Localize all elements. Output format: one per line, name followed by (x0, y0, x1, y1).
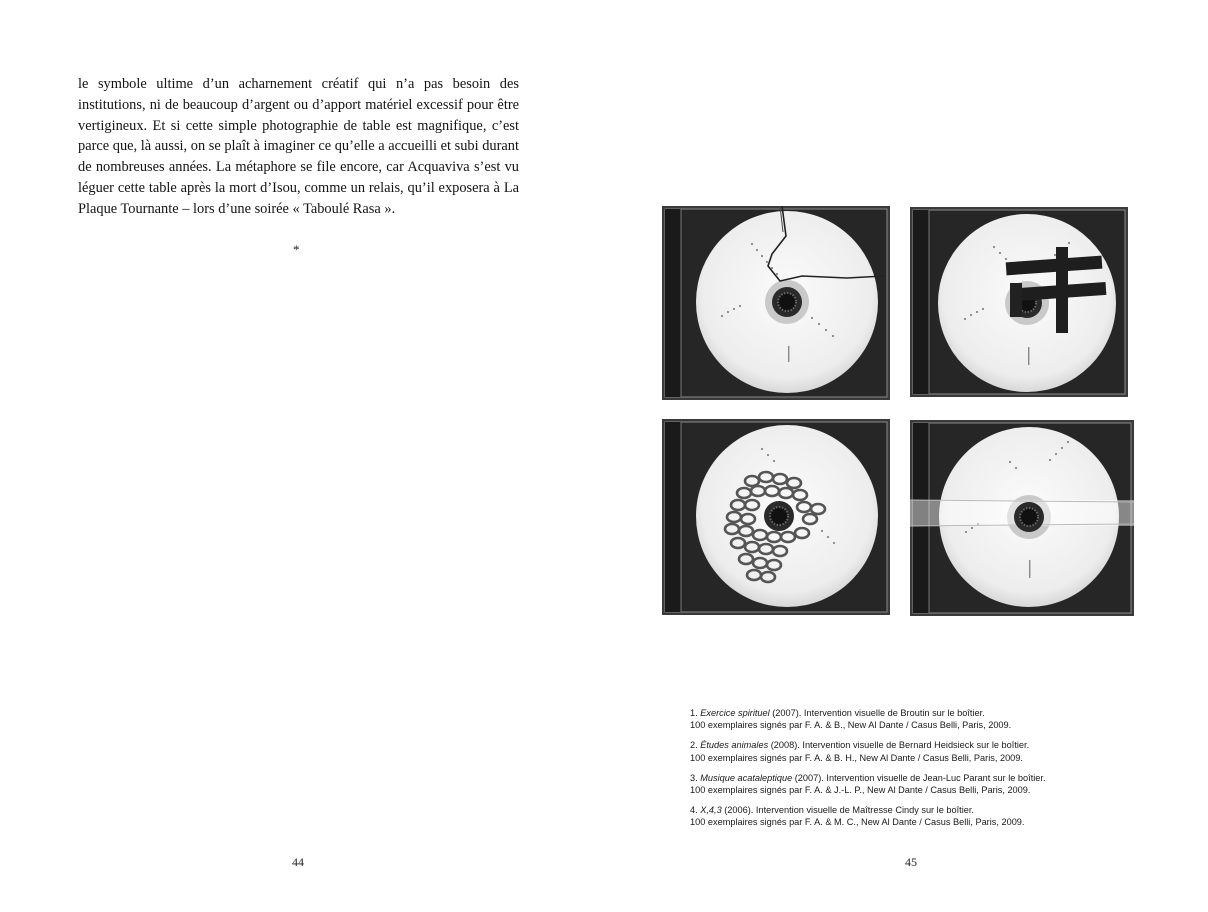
caption-title: Études animales (700, 740, 769, 751)
caption-title: Exercice spirituel (700, 708, 770, 718)
caption-edition: 100 exemplaires signés par F. A. & M. C., New Al Dante / Casus Belli, Paris, 2009. (690, 817, 1025, 828)
section-separator: * (293, 242, 300, 257)
photo-cd-case-black-tape-bars (910, 207, 1128, 397)
caption-2 (690, 739, 1160, 764)
caption-edition: 100 exemplaires signés par F. A. & B., New Al Dante / Casus Belli, Paris, 2009. (690, 720, 1012, 731)
right-page (604, 0, 1208, 912)
photo-cd-case-wire (662, 206, 890, 400)
caption-number: 3. (690, 772, 698, 783)
caption-text: (2007). Intervention visuelle de Broutin sur le boîtier. (769, 708, 985, 718)
caption-1 (690, 707, 1160, 732)
photo-captions (690, 707, 1160, 836)
caption-text: (2006). Intervention visuelle de Maîtresse Cindy sur le boîtier. (721, 804, 974, 815)
caption-title: Musique acataleptique (700, 772, 793, 783)
caption-text: (2008). Intervention visuelle de Bernard Heidsieck sur le boîtier. (768, 740, 1030, 751)
page-number-right: 45 (905, 855, 917, 869)
caption-3 (690, 772, 1160, 797)
caption-number: 4. (690, 804, 698, 815)
photo-cd-case-clear-tape (910, 420, 1134, 616)
caption-number: 1. (690, 708, 698, 718)
caption-edition: 100 exemplaires signés par F. A. & J.-L. P., New Al Dante / Casus Belli, Paris, 2009. (690, 785, 1031, 796)
caption-4 (690, 804, 1160, 829)
photo-cd-case-chainmail (662, 419, 890, 615)
caption-number: 2. (690, 740, 698, 751)
body-paragraph: le symbole ultime d’un acharnement créatif qui n’a pas besoin des institutions, ni de beaucoup d’argent ou d’apport matériel excessif pour être vertigineux. Et si cette simple photographie de table est magnifique, c’est parce que, là aussi, on se plaît à imaginer ce qu’elle a accueilli et subi durant de nombreuses années. La métaphore se file encore, car Acquaviva s’est vu léguer cette table après la mort d’Isou, comme un relais, qu’il exposera à La Plaque Tournante – lors d’une soirée « Taboulé Rasa ». (78, 76, 519, 217)
caption-edition: 100 exemplaires signés par F. A. & B. H., New Al Dante / Casus Belli, Paris, 2009. (690, 752, 1023, 763)
caption-text: (2007). Intervention visuelle de Jean-Luc Parant sur le boîtier. (792, 772, 1046, 783)
caption-title: X,4,3 (700, 804, 722, 815)
page-number-left: 44 (292, 855, 304, 869)
